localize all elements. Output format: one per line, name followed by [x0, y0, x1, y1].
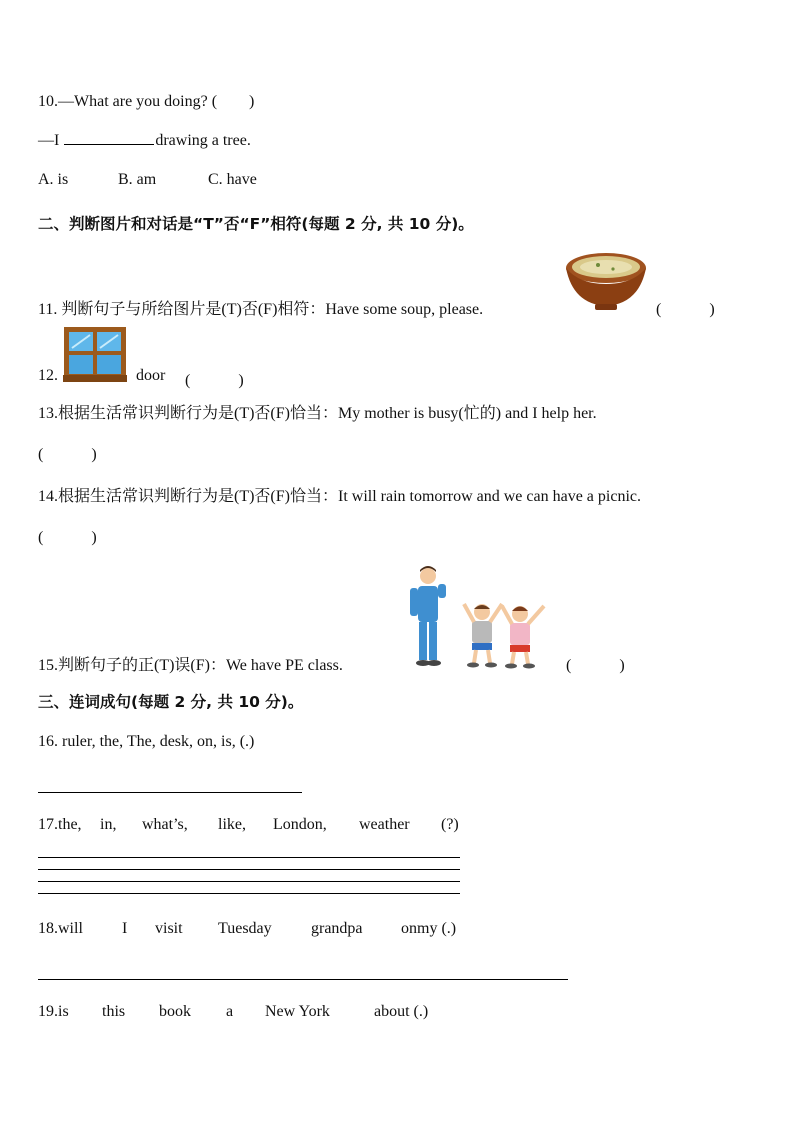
q17-word: weather [359, 816, 410, 833]
q18-answer-line[interactable] [38, 979, 568, 980]
q15-text: 15.判断句子的正(T)误(F)：We have PE class. [38, 657, 343, 674]
q17-answer-line[interactable] [38, 857, 460, 858]
q17-word: 17.the, [38, 816, 82, 833]
q17-answer-line[interactable] [38, 869, 460, 870]
q17-word: (?) [441, 816, 459, 833]
q10-answer-prefix: —I [38, 132, 60, 149]
q11-paren[interactable]: ( ) [656, 301, 715, 318]
q11-text: 11. 判断句子与所给图片是(T)否(F)相符：Have some soup, please. [38, 301, 484, 318]
q17-word: in, [100, 816, 117, 833]
q10-option-c[interactable]: C. have [208, 171, 257, 188]
q13-text: 13.根据生活常识判断行为是(T)否(F)恰当：My mother is busy(忙的) and I help her. [38, 405, 597, 422]
q16-answer-line[interactable] [38, 792, 302, 793]
q17-word: London, [273, 816, 327, 833]
section2-title: 二、判断图片和对话是“T”否“F”相符(每题 2 分, 共 10 分)。 [38, 215, 474, 233]
q18-words [38, 920, 456, 938]
teacher-and-kids-exercising-icon [404, 564, 554, 670]
q12-word: door [136, 367, 166, 384]
q18-word: I [122, 920, 128, 937]
q18-word: 18.will [38, 920, 83, 937]
q18-word: visit [155, 920, 183, 937]
section3-title: 三、连词成句(每题 2 分, 共 10 分)。 [38, 693, 304, 711]
q13-paren[interactable]: ( ) [38, 446, 97, 463]
q14-paren[interactable]: ( ) [38, 529, 97, 546]
q12-paren[interactable]: ( ) [185, 372, 244, 389]
q10-answer-suffix: drawing a tree. [155, 132, 251, 149]
q10-blank[interactable] [64, 130, 154, 145]
q17-words [38, 816, 459, 834]
q18-word: Tuesday [218, 920, 272, 937]
window-icon [63, 326, 127, 382]
q10-answer [38, 130, 251, 150]
q14-text: 14.根据生活常识判断行为是(T)否(F)恰当：It will rain tomorrow and we can have a picnic. [38, 488, 641, 505]
q10-option-a[interactable]: A. is [38, 171, 69, 188]
q19-word: 19.is [38, 1003, 69, 1020]
q18-word: grandpa [311, 920, 363, 937]
soup-bowl-icon [563, 250, 649, 312]
q17-answer-line[interactable] [38, 881, 460, 882]
q17-word: what’s, [142, 816, 188, 833]
q15-paren[interactable]: ( ) [566, 657, 625, 674]
q19-word: a [226, 1003, 234, 1020]
q19-word: about (.) [374, 1003, 429, 1020]
q17-answer-line[interactable] [38, 893, 460, 894]
q19-word: this [102, 1003, 126, 1020]
q17-word: like, [218, 816, 246, 833]
q10-options [38, 171, 257, 189]
q12-number: 12. [38, 367, 58, 384]
q19-words [38, 1003, 428, 1021]
q19-word: book [159, 1003, 191, 1020]
q10-option-b[interactable]: B. am [118, 171, 157, 188]
q10-question: 10.—What are you doing? ( ) [38, 93, 255, 110]
q18-word: onmy (.) [401, 920, 457, 937]
q16-text: 16. ruler, the, The, desk, on, is, (.) [38, 733, 255, 750]
q19-word: New York [265, 1003, 330, 1020]
